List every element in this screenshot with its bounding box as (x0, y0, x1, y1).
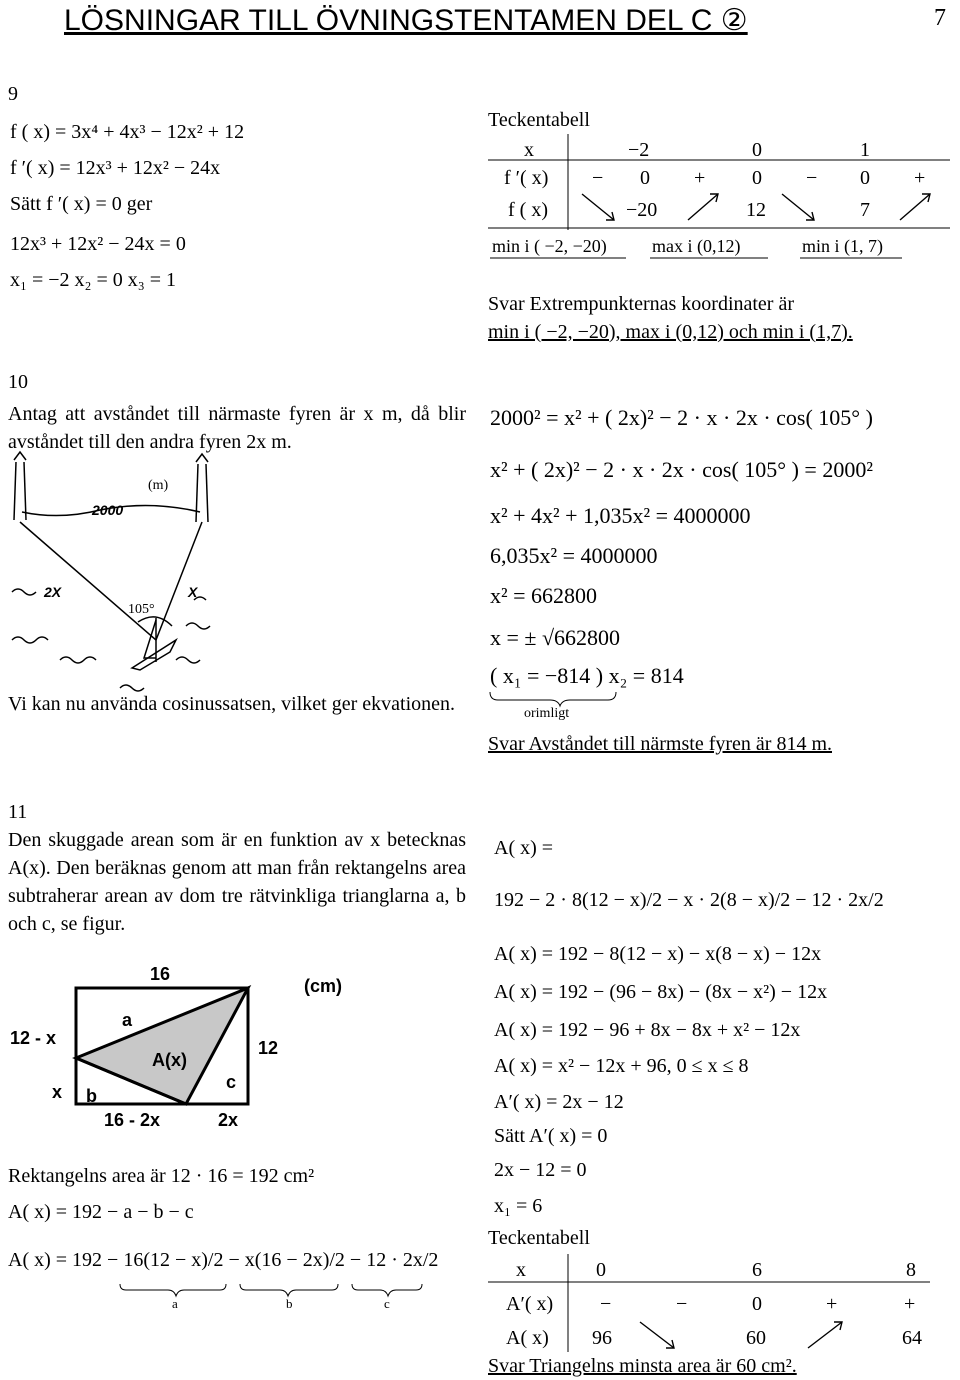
p10-orimligt: orimligt (524, 706, 570, 721)
p9-fp-s3: + (694, 167, 706, 189)
p11-fig-bottom-right: 2x (218, 1110, 239, 1130)
p11-row-x-label: x (516, 1259, 526, 1281)
p11-rect-area: Rektangelns area är 12 · 16 = 192 cm² (8, 1165, 315, 1187)
p9-row-x-v3: 1 (860, 139, 870, 161)
p10-eq-4: 6,035x² = 4000000 (490, 543, 658, 568)
p11-fig-b: b (86, 1086, 97, 1106)
p10-eq-2: x² + ( 2x)² − 2 · x · 2x · cos( 105° ) = 2000² (490, 457, 873, 482)
p9-fp-s1: − (592, 167, 604, 189)
page-number: 7 (934, 5, 946, 31)
p11-row-x-v2: 6 (752, 1259, 762, 1281)
p11-ap-s5: + (904, 1293, 916, 1315)
p10-fig-side-right: X (188, 584, 198, 600)
p9-answer-line2: min i ( −2, −20), max i (0,12) och min i (1,7). (488, 321, 853, 343)
p11-a-v1: 96 (592, 1327, 612, 1349)
p11-right-eq-9: 2x − 12 = 0 (494, 1159, 587, 1181)
p9-eq-fprime: f ′( x) = 12x³ + 12x² − 24x (10, 157, 221, 179)
p9-fp-s6: 0 (860, 167, 870, 189)
p11-right-eq-3: A( x) = 192 − 8(12 − x) − x(8 − x) − 12x (494, 943, 822, 965)
p9-f-v1: −20 (626, 199, 658, 221)
p9-extreme-3: min i (1, 7) (802, 236, 883, 256)
p9-table-title: Teckentabell (488, 109, 590, 131)
p9-f-v2: 12 (746, 199, 766, 221)
p10-eq-5: x² = 662800 (490, 583, 598, 608)
p9-extreme-1: min i ( −2, −20) (492, 236, 607, 256)
p11-fig-c: c (226, 1072, 237, 1092)
p11-brace-b: b (286, 1296, 293, 1311)
p10-eq-1: 2000² = x² + ( 2x)² − 2 · x · 2x · cos( 105° ) (490, 405, 873, 430)
p11-fig-bottom-left: 16 - 2x (104, 1110, 161, 1130)
p11-right-eq-2: 192 − 2 · 8(12 − x)/2 − x · 2(8 − x)/2 − 12 · 2x/2 (494, 889, 884, 911)
p10-fig-unit: (m) (148, 478, 169, 493)
p9-eq-zero: 12x³ + 12x² − 24x = 0 (10, 233, 186, 255)
p11-right-eq-6: A( x) = x² − 12x + 96, 0 ≤ x ≤ 8 (494, 1055, 749, 1077)
p11-right-eq-7: A′( x) = 2x − 12 (494, 1091, 624, 1113)
p9-extreme-2: max i (0,12) (652, 236, 741, 256)
p10-answer: Svar Avståndet till närmste fyren är 814 m. (488, 733, 832, 755)
problem-10-number: 10 (8, 371, 28, 393)
problem-9-number: 9 (8, 83, 18, 105)
p9-fp-s7: + (914, 167, 926, 189)
p11-right-eq-5: A( x) = 192 − 96 + 8x − 8x + x² − 12x (494, 1019, 801, 1041)
p9-eq-f: f ( x) = 3x⁴ + 4x³ − 12x² + 12 (10, 121, 245, 143)
p9-roots: x₁ = −2 x₂ = 0 x₃ = 1 (10, 269, 177, 291)
p11-answer: Svar Triangelns minsta area är 60 cm². (488, 1355, 797, 1377)
p10-eq-6: x = ± √662800 (490, 625, 621, 650)
p10-intro: Antag att avståndet till närmaste fyren är x m, då blir avståndet till den andra fyren 2x m. (8, 403, 466, 453)
p11-fig-right: 12 (258, 1038, 279, 1058)
p11-table-title: Teckentabell (488, 1227, 590, 1249)
p11-intro: Den skuggade arean som är en funktion av x betecknas A(x). Den beräknas genom att man från rektangelns area subtraherar arean av dom tre rätvinkliga trianglarna a, b och c, se figur. (8, 829, 466, 935)
p9-fp-s5: − (806, 167, 818, 189)
p10-fig-distance: 2000 (92, 502, 124, 518)
page-title: LÖSNINGAR TILL ÖVNINGSTENTAMEN DEL C ② (64, 4, 748, 37)
p9-fp-s4: 0 (752, 167, 762, 189)
problem-11-number: 11 (8, 801, 28, 823)
p11-right-eq-4: A( x) = 192 − (96 − 8x) − (8x − x²) − 12x (494, 981, 828, 1003)
p11-row-x-v1: 0 (596, 1259, 606, 1281)
p9-row-x-label: x (524, 139, 534, 161)
p9-row-x-v1: −2 (628, 139, 650, 161)
p11-fig-unit: (cm) (304, 976, 343, 996)
p11-right-eq-8: Sätt A′( x) = 0 (494, 1125, 608, 1147)
p9-row-x-v2: 0 (752, 139, 762, 161)
p11-row-x-v3: 8 (906, 1259, 916, 1281)
p11-ap-s4: + (826, 1293, 838, 1315)
p11-ap-s3: 0 (752, 1293, 762, 1315)
p11-left-eq-1: A( x) = 192 − a − b − c (8, 1201, 194, 1223)
p11-left-eq-2: A( x) = 192 − 16(12 − x)/2 − x(16 − 2x)/2 − 12 · 2x/2 (8, 1249, 439, 1271)
p11-fig-a: a (122, 1010, 133, 1030)
p11-ap-s1: − (600, 1293, 612, 1315)
p10-eq-7: ( x₁ = −814 ) x₂ = 814 (490, 663, 684, 688)
p11-row-a-label: A( x) (506, 1327, 549, 1349)
p11-row-ap-label: A′( x) (506, 1293, 554, 1315)
p11-ap-s2: − (676, 1293, 688, 1315)
p11-a-v2: 60 (746, 1327, 766, 1349)
p11-right-eq-10: x₁ = 6 (494, 1195, 543, 1217)
p11-fig-area: A(x) (152, 1050, 187, 1070)
p10-fig-angle: 105° (128, 602, 155, 617)
p9-f-v3: 7 (860, 199, 870, 221)
p11-brace-a: a (172, 1296, 178, 1311)
p9-answer-line1: Svar Extrempunkternas koordinater är (488, 293, 795, 315)
p10-eq-3: x² + 4x² + 1,035x² = 4000000 (490, 503, 751, 528)
p9-fp-s2: 0 (640, 167, 650, 189)
p11-right-eq-1: A( x) = (494, 837, 554, 859)
p11-fig-left-bottom: x (52, 1082, 63, 1102)
p9-row-fp-label: f ′( x) (504, 167, 549, 189)
p10-fig-side-left: 2X (44, 584, 62, 600)
p10-conclusion: Vi kan nu använda cosinussatsen, vilket ger ekvationen. (8, 693, 456, 715)
p11-fig-left-top: 12 - x (10, 1028, 57, 1048)
p11-fig-top: 16 (150, 964, 171, 984)
p11-brace-c: c (384, 1296, 390, 1311)
p11-a-v3: 64 (902, 1327, 922, 1349)
p9-row-f-label: f ( x) (508, 199, 548, 221)
p9-set-zero: Sätt f ′( x) = 0 ger (10, 193, 153, 215)
